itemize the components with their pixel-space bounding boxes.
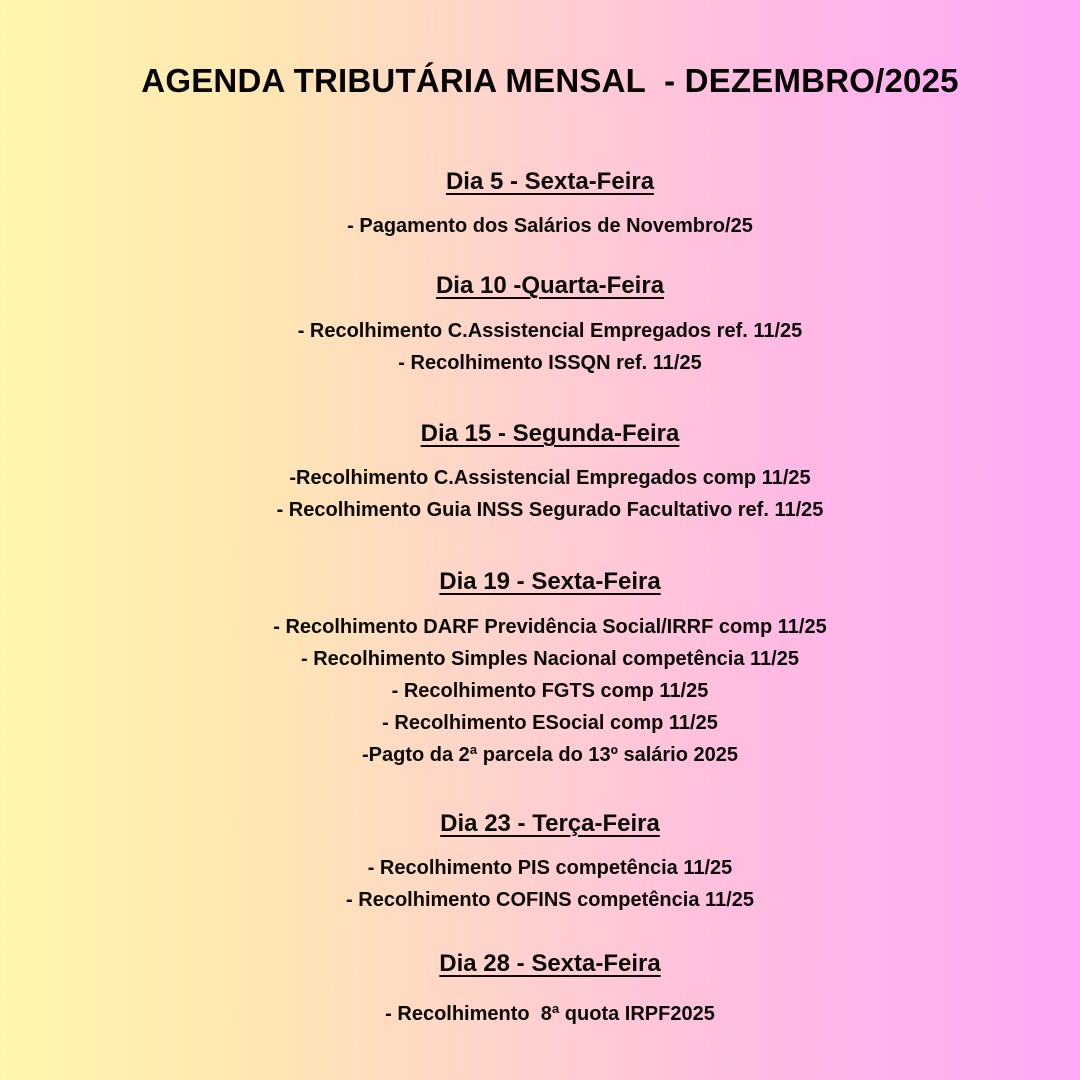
day-19-item: - Recolhimento DARF Previdência Social/IRRF comp 11/25 [273, 616, 827, 638]
day-heading-10: Dia 10 -Quarta-Feira [435, 272, 665, 299]
day-19-item: - Recolhimento Simples Nacional competência 11/25 [301, 648, 799, 670]
day-heading-23: Dia 23 - Terça-Feira [440, 810, 660, 837]
day-5-item: - Pagamento dos Salários de Novembro/25 [347, 215, 753, 237]
day-heading-5: Dia 5 - Sexta-Feira [445, 168, 655, 195]
day-heading-28: Dia 28 - Sexta-Feira [439, 950, 661, 977]
day-heading-15: Dia 15 - Segunda-Feira [420, 420, 680, 447]
day-19-item: - Recolhimento FGTS comp 11/25 [391, 680, 709, 702]
day-heading-19: Dia 19 - Sexta-Feira [439, 568, 661, 595]
day-10-item: - Recolhimento ISSQN ref. 11/25 [398, 352, 702, 374]
page-title: AGENDA TRIBUTÁRIA MENSAL - DEZEMBRO/2025 [141, 62, 959, 99]
day-19-item: -Pagto da 2ª parcela do 13º salário 2025 [362, 744, 738, 766]
day-23-item: - Recolhimento COFINS competência 11/25 [346, 889, 754, 911]
day-15-item: - Recolhimento Guia INSS Segurado Facultativo ref. 11/25 [276, 499, 824, 521]
day-23-item: - Recolhimento PIS competência 11/25 [367, 857, 733, 879]
day-10-item: - Recolhimento C.Assistencial Empregados ref. 11/25 [297, 320, 803, 342]
day-28-item: - Recolhimento 8ª quota IRPF2025 [385, 1003, 715, 1025]
day-19-item: - Recolhimento ESocial comp 11/25 [382, 712, 718, 734]
day-15-item: -Recolhimento C.Assistencial Empregados comp 11/25 [289, 467, 811, 489]
